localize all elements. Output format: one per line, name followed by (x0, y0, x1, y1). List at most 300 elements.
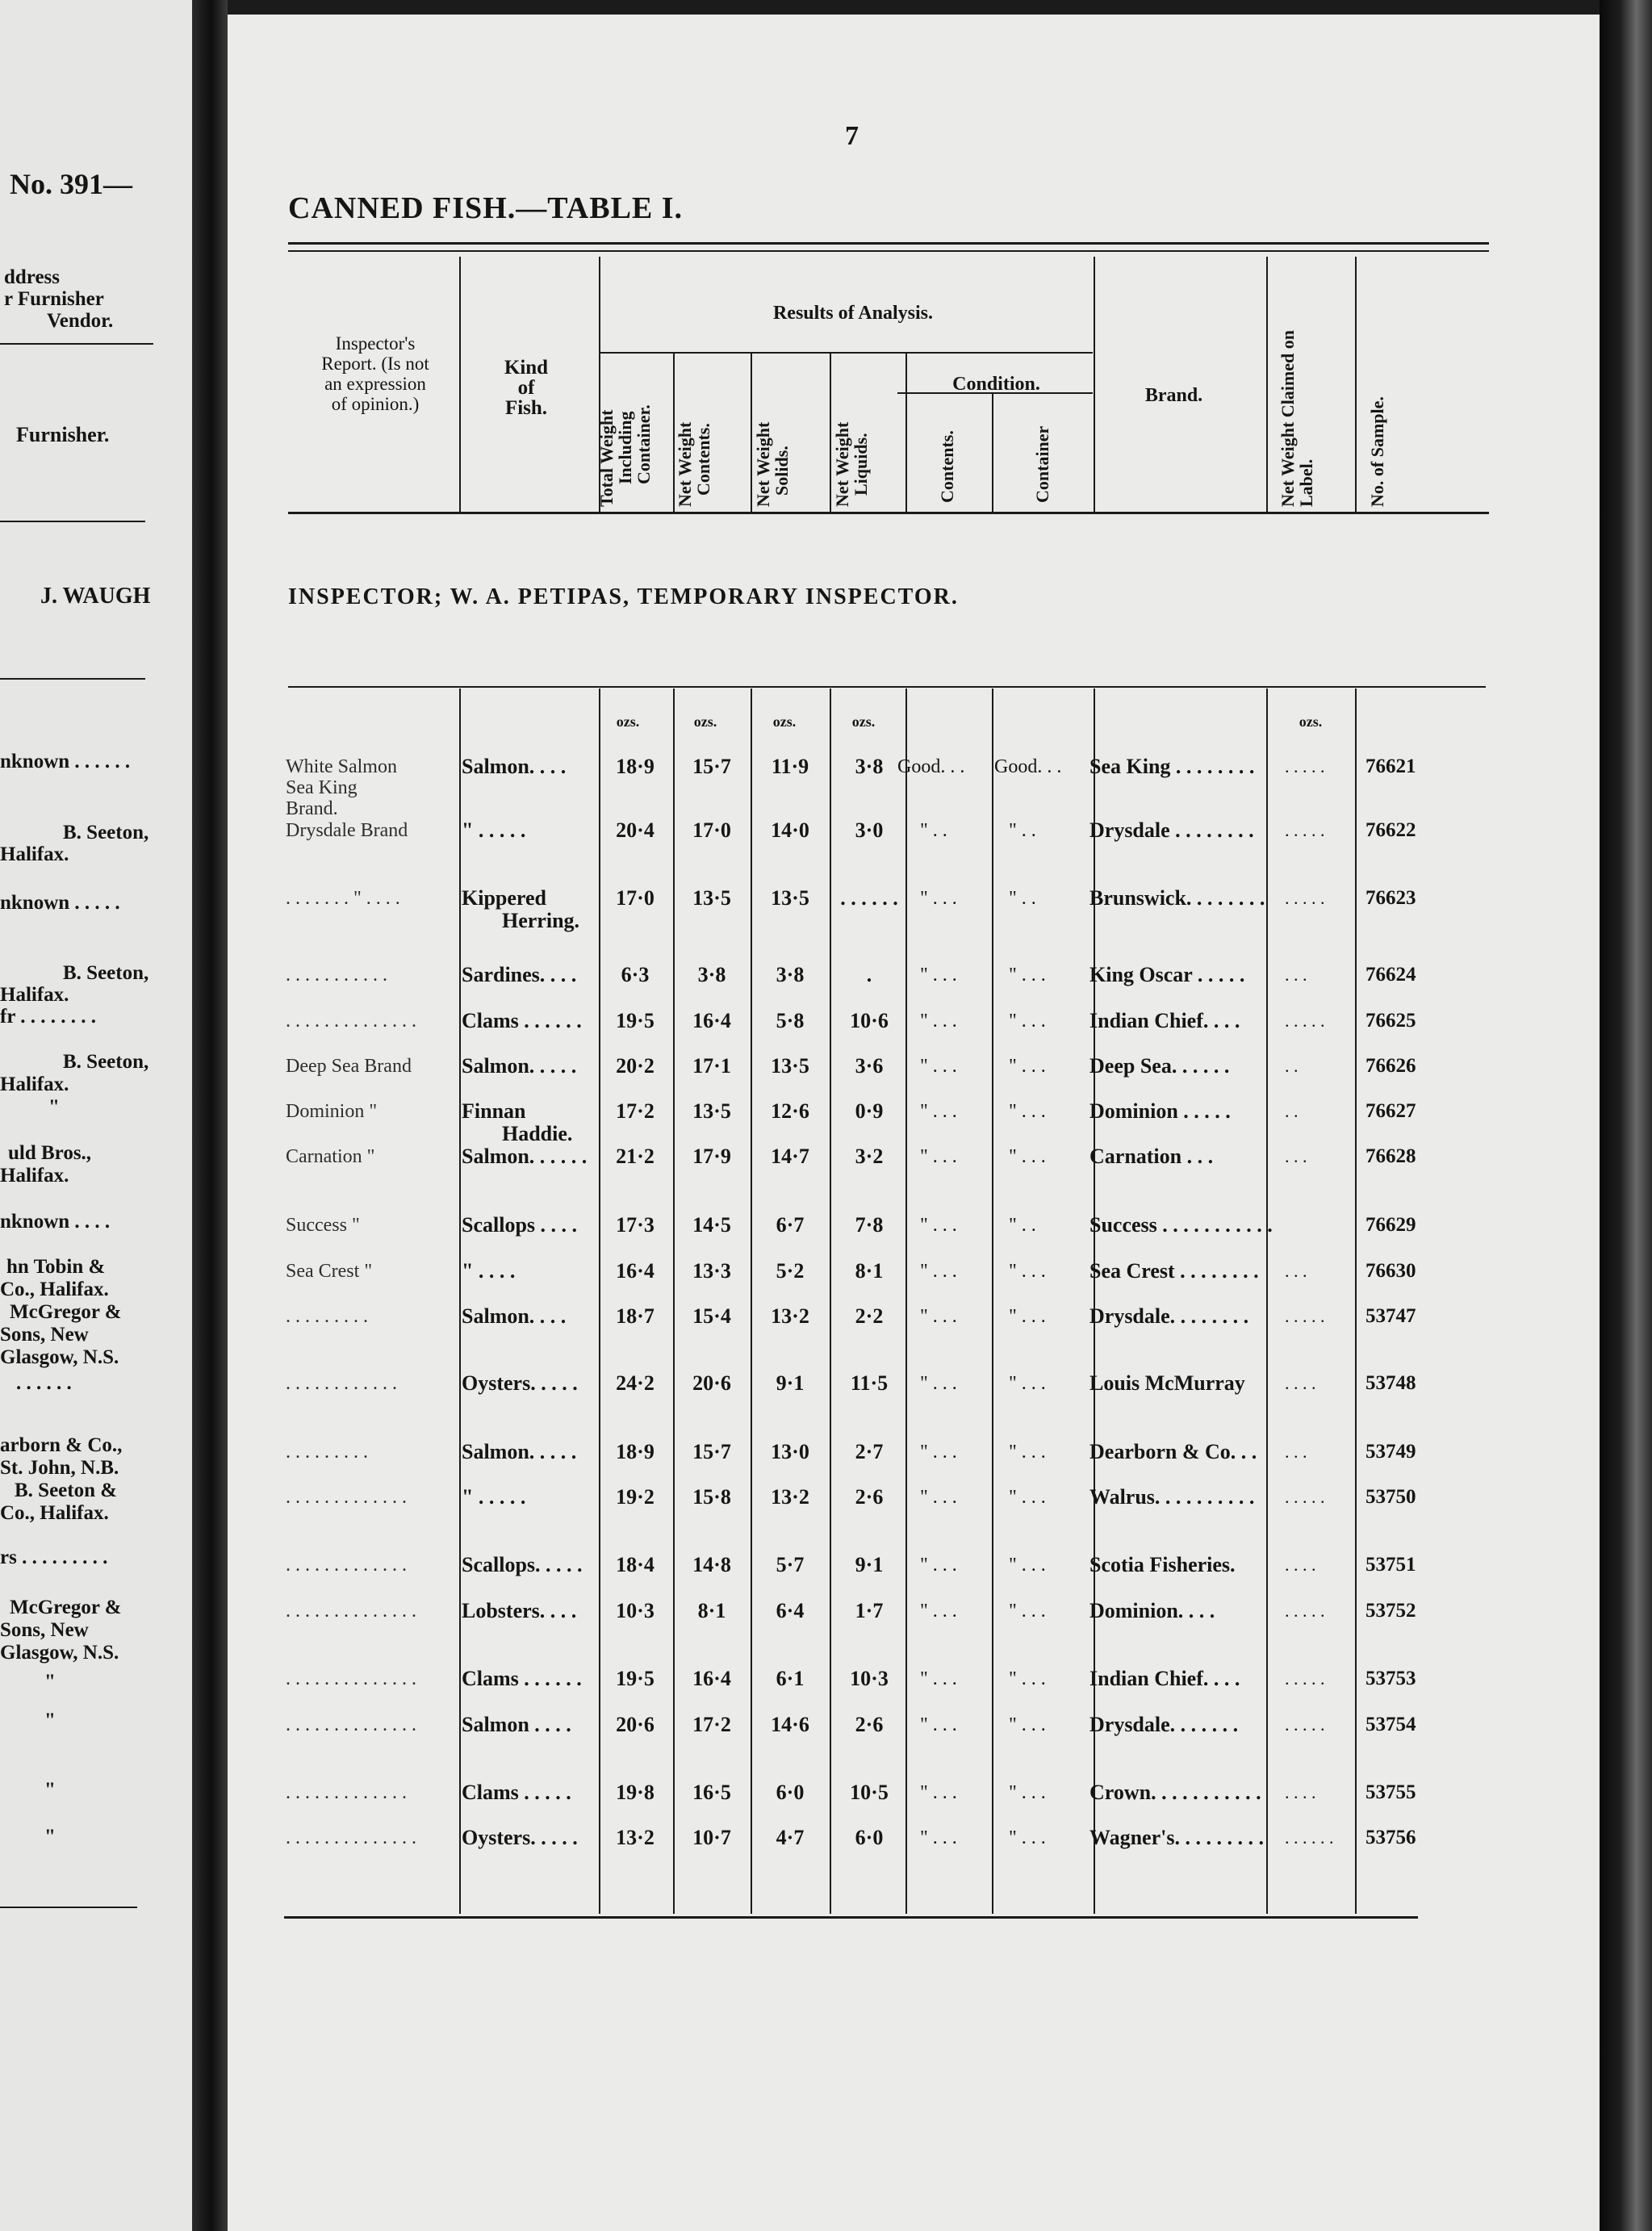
net-weight-solids-cell: 13·5 (771, 1054, 809, 1078)
condition-contents-cell: " . . . (920, 1714, 957, 1735)
net-weight-liquids-header (833, 422, 870, 507)
left-furnisher-label: Furnisher. (16, 423, 110, 446)
total-weight-cell: 13·2 (616, 1826, 655, 1849)
header-line: Net Weight Claimed on (1278, 330, 1298, 507)
net-weight-claimed-cell: . . . (1285, 1146, 1307, 1166)
inspector-report-cell: . . . . . . . . . (286, 1442, 368, 1463)
condition-container-cell: " . . . (1009, 1261, 1046, 1282)
header-line: Net Weight (675, 421, 695, 507)
container-header: Container (1032, 425, 1052, 503)
net-weight-contents-cell: 15·8 (692, 1485, 731, 1509)
total-weight-cell: 17·0 (616, 886, 655, 910)
header-line: Total Weight (596, 409, 617, 507)
column-rule (905, 689, 907, 1914)
sample-number-header: No. of Sample. (1367, 396, 1387, 507)
left-header-line: Vendor. (47, 310, 114, 332)
column-rule (751, 354, 752, 512)
brand-cell: Sea Crest . . . . . . . . (1089, 1259, 1259, 1283)
brand-cell: Indian Chief. . . . (1089, 1667, 1240, 1690)
sample-number-cell: 53752 (1366, 1600, 1416, 1622)
condition-contents-cell: " . . . (920, 1668, 957, 1689)
brand-cell: Crown. . . . . . . . . . . (1089, 1781, 1261, 1804)
net-weight-claimed-cell: . . . . (1285, 1373, 1316, 1393)
left-page-number-heading: No. 391— (10, 168, 132, 200)
inspector-report-cell: . . . . . . . . . . . . (286, 1373, 397, 1394)
left-entry-line: Halifax. (0, 984, 69, 1006)
brand-cell: Dominion. . . . (1089, 1599, 1215, 1622)
net-weight-liquids-cell: . (866, 963, 872, 986)
net-weight-liquids-cell: 11·5 (850, 1371, 889, 1395)
contents-header: Contents. (937, 430, 957, 503)
left-entry-line: rs . . . . . . . . . (0, 1547, 108, 1568)
brand-cell: Dearborn & Co. . . (1089, 1440, 1257, 1463)
net-weight-claimed-cell: . . . . (1285, 1555, 1316, 1575)
inspector-report-cell: . . . . . . . . . . . . . . (286, 1601, 416, 1622)
net-weight-contents-header (675, 422, 713, 507)
kind-of-fish-cell: " . . . . . (462, 818, 526, 842)
column-rule (751, 689, 752, 1914)
net-weight-claimed-cell: . . . . . (1285, 756, 1325, 776)
unit-label: ozs. (616, 714, 640, 730)
body-top-rule (288, 686, 1486, 688)
condition-container-cell: " . . (1009, 820, 1036, 841)
column-rule (599, 689, 600, 1914)
net-weight-claimed-cell: . . . . . (1285, 1714, 1325, 1735)
net-weight-contents-cell: 13·5 (692, 1099, 731, 1123)
sample-number-cell: 53750 (1366, 1486, 1416, 1508)
net-weight-contents-cell: 3·8 (697, 963, 726, 986)
table-bottom-rule (284, 1916, 1418, 1919)
column-rule (1355, 257, 1357, 512)
condition-contents-cell: " . . . (920, 1601, 957, 1622)
condition-contents-cell: " . . . (920, 1261, 957, 1282)
condition-container-cell: " . . . (1009, 1056, 1046, 1077)
condition-container-cell: " . . . (1009, 1555, 1046, 1576)
net-weight-liquids-cell: 10·6 (850, 1009, 889, 1032)
kind-of-fish-cell: Scallops . . . . (462, 1213, 578, 1237)
header-line: Net Weight (832, 421, 852, 507)
condition-contents-cell: " . . . (920, 1146, 957, 1167)
header-line: Fish. (504, 397, 548, 419)
net-weight-claimed-cell: . . . . (1285, 1782, 1316, 1802)
net-weight-claimed-cell: . . . (1285, 1261, 1307, 1281)
total-weight-cell: 18·9 (616, 755, 655, 778)
inspector-report-cell: . . . . . . . . . . . (286, 965, 387, 986)
net-weight-liquids-cell: 6·0 (855, 1826, 884, 1849)
inspector-report-cell: . . . . . . . . . (286, 1306, 368, 1327)
kind-of-fish-cell: Salmon. . . . (462, 755, 567, 778)
left-entry-line: Glasgow, N.S. (0, 1346, 119, 1368)
condition-contents-cell: " . . . (920, 1442, 957, 1463)
total-weight-cell: 20·2 (616, 1054, 655, 1078)
net-weight-claimed-cell: . . (1285, 1101, 1299, 1121)
total-weight-cell: 18·4 (616, 1553, 655, 1576)
sample-number-cell: 76623 (1366, 887, 1416, 909)
header-line: of (517, 377, 535, 399)
condition-contents-cell: " . . . (920, 1056, 957, 1077)
left-entry-line: Halifax. (0, 843, 69, 865)
net-weight-contents-cell: 16·5 (692, 1781, 731, 1804)
inspector-report-cell: Brand. (286, 798, 338, 819)
header-line: Report. (Is not (321, 354, 429, 374)
net-weight-solids-cell: 5·7 (776, 1553, 805, 1576)
net-weight-claimed-cell: . . . . . (1285, 1487, 1325, 1507)
brand-cell: Wagner's. . . . . . . . . (1089, 1826, 1264, 1849)
column-rule (1266, 257, 1268, 512)
sample-number-cell: 53756 (1366, 1827, 1416, 1848)
column-rule (1094, 257, 1095, 512)
brand-header: Brand. (1144, 385, 1203, 406)
kind-of-fish-cell: " . . . . (462, 1259, 516, 1283)
header-top-rule (288, 242, 1489, 245)
brand-cell: Brunswick. . . . . . . . (1089, 886, 1265, 910)
column-rule (830, 354, 831, 512)
condition-contents-cell: " . . . (920, 1101, 957, 1122)
brand-cell: Scotia Fisheries. (1089, 1553, 1236, 1576)
header-line: Including (615, 411, 635, 484)
sample-number-cell: 53751 (1366, 1554, 1416, 1576)
net-weight-liquids-cell: 3·2 (855, 1145, 884, 1168)
condition-container-cell: " . . . (1009, 1487, 1046, 1508)
total-weight-cell: 20·6 (616, 1713, 655, 1736)
net-weight-liquids-cell: 7·8 (855, 1213, 884, 1237)
kind-of-fish-cell: Oysters. . . . . (462, 1371, 578, 1395)
left-entry-line: " (44, 1826, 56, 1848)
condition-container-cell: " . . . (1009, 1827, 1046, 1848)
inspector-report-cell: Drysdale Brand (286, 820, 408, 841)
inspector-line: INSPECTOR; W. A. PETIPAS, TEMPORARY INSPECTOR. (288, 584, 959, 609)
condition-contents-cell: Good. . . (897, 756, 965, 777)
kind-of-fish-cell: Finnan (462, 1099, 526, 1123)
condition-container-cell: " . . . (1009, 1373, 1046, 1394)
inspector-report-cell: . . . . . . . . . . . . . . (286, 1827, 416, 1848)
left-entry-line: Sons, New (0, 1324, 89, 1346)
total-weight-cell: 21·2 (616, 1145, 655, 1168)
net-weight-solids-cell: 6·0 (776, 1781, 805, 1804)
sample-number-cell: 53755 (1366, 1781, 1416, 1803)
left-inspector-fragment: J. WAUGH (40, 584, 151, 609)
column-rule (830, 689, 831, 1914)
left-header-line: ddress (4, 266, 61, 288)
net-weight-contents-cell: 17·1 (692, 1054, 731, 1078)
inspector-report-cell: Dominion " (286, 1101, 378, 1122)
header-line: Solids. (772, 446, 792, 496)
condition-container-cell: " . . . (1009, 1146, 1046, 1167)
sample-number-cell: 76626 (1366, 1055, 1416, 1077)
net-weight-solids-header (754, 422, 791, 507)
net-weight-solids-cell: 6·4 (776, 1599, 805, 1622)
column-rule (992, 394, 993, 512)
condition-contents-cell: " . . . (920, 1555, 957, 1576)
left-entry-line: B. Seeton, (63, 822, 149, 843)
left-divider (0, 1907, 137, 1908)
page-number: 7 (845, 121, 859, 151)
brand-cell: Deep Sea. . . . . . (1089, 1054, 1230, 1078)
net-weight-contents-cell: 17·9 (692, 1145, 731, 1168)
net-weight-solids-cell: 5·8 (776, 1009, 805, 1032)
results-of-analysis-header: Results of Analysis. (772, 303, 934, 324)
header-line: Inspector's (335, 333, 416, 354)
header-line: Kind (504, 357, 549, 379)
inspector-report-cell: Deep Sea Brand (286, 1056, 412, 1077)
total-weight-cell: 19·5 (616, 1009, 655, 1032)
kind-of-fish-cell: Kippered (462, 886, 546, 910)
net-weight-contents-cell: 17·2 (692, 1713, 731, 1736)
condition-container-cell: " . . . (1009, 1668, 1046, 1689)
sample-number-cell: 53747 (1366, 1305, 1416, 1327)
left-entry-line: Co., Halifax. (0, 1279, 109, 1300)
sample-number-cell: 53754 (1366, 1714, 1416, 1735)
condition-contents-cell: " . . . (920, 1827, 957, 1848)
net-weight-claimed-cell: . . . . . (1285, 1601, 1325, 1621)
total-weight-header (597, 404, 653, 507)
sample-number-cell: 76624 (1366, 964, 1416, 986)
sample-number-cell: 76622 (1366, 819, 1416, 841)
left-entry-line: B. Seeton, (63, 962, 149, 984)
brand-cell: Drysdale . . . . . . . . (1089, 818, 1254, 842)
net-weight-solids-cell: 4·7 (776, 1826, 805, 1849)
unit-label: ozs. (851, 714, 876, 730)
sample-number-cell: 53748 (1366, 1372, 1416, 1394)
total-weight-cell: 10·3 (616, 1599, 655, 1622)
sample-number-cell: 53749 (1366, 1441, 1416, 1463)
net-weight-solids-cell: 3·8 (776, 963, 805, 986)
condition-contents-cell: " . . . (920, 1782, 957, 1803)
net-weight-solids-cell: 12·6 (771, 1099, 809, 1123)
condition-contents-cell: " . . . (920, 888, 957, 909)
left-entry-line: " (44, 1779, 56, 1801)
kind-of-fish-cell: Herring. (502, 909, 580, 932)
left-entry-line: Glasgow, N.S. (0, 1642, 119, 1664)
left-divider (0, 521, 145, 522)
header-line: Label. (1296, 458, 1316, 507)
kind-of-fish-cell: " . . . . . (462, 1485, 526, 1509)
kind-of-fish-cell: Salmon. . . . . . (462, 1145, 588, 1168)
net-weight-liquids-cell: 0·9 (855, 1099, 884, 1123)
inspector-report-cell: . . . . . . . " . . . . (286, 888, 400, 909)
total-weight-cell: 18·7 (616, 1304, 655, 1328)
condition-container-cell: " . . . (1009, 1714, 1046, 1735)
net-weight-liquids-cell: 2·7 (855, 1440, 884, 1463)
column-rule (1355, 689, 1357, 1914)
facing-page-fragment (0, 0, 198, 2231)
condition-contents-cell: " . . . (920, 1215, 957, 1236)
net-weight-contents-cell: 8·1 (697, 1599, 726, 1622)
inspector-report-cell: . . . . . . . . . . . . . (286, 1782, 407, 1803)
net-weight-liquids-cell: 10·5 (850, 1781, 889, 1804)
net-weight-solids-cell: 5·2 (776, 1259, 805, 1283)
net-weight-liquids-cell: 9·1 (855, 1553, 884, 1576)
net-weight-liquids-cell: 2·6 (855, 1485, 884, 1509)
inspector-report-cell: . . . . . . . . . . . . . . (286, 1011, 416, 1032)
inspector-report-cell: Success " (286, 1215, 360, 1236)
kind-of-fish-header (466, 358, 587, 418)
results-subhead-rule (600, 352, 1093, 354)
condition-container-cell: " . . . (1009, 1601, 1046, 1622)
total-weight-cell: 18·9 (616, 1440, 655, 1463)
left-entry-line: " (44, 1671, 56, 1693)
kind-of-fish-cell: Lobsters. . . . (462, 1599, 577, 1622)
left-entry-line: Co., Halifax. (0, 1502, 109, 1524)
net-weight-liquids-cell: 8·1 (855, 1259, 884, 1283)
header-line: Contents. (693, 423, 713, 496)
header-line: of opinion.) (331, 394, 420, 414)
net-weight-solids-cell: 9·1 (776, 1371, 805, 1395)
net-weight-claimed-cell: . . . . . (1285, 1306, 1325, 1326)
net-weight-contents-cell: 17·0 (692, 818, 731, 842)
net-weight-contents-cell: 14·8 (692, 1553, 731, 1576)
condition-container-cell: Good. . . (994, 756, 1062, 777)
inspector-report-cell: Sea King (286, 777, 358, 798)
main-page (228, 15, 1600, 2231)
condition-container-cell: " . . (1009, 1215, 1036, 1236)
brand-cell: Carnation . . . (1089, 1145, 1214, 1168)
total-weight-cell: 16·4 (616, 1259, 655, 1283)
sample-number-cell: 53753 (1366, 1668, 1416, 1689)
net-weight-liquids-cell: 3·6 (855, 1054, 884, 1078)
condition-contents-cell: " . . . (920, 1306, 957, 1327)
condition-header: Condition. (952, 374, 1040, 395)
left-entry-line: nknown . . . . (0, 1211, 111, 1233)
kind-of-fish-cell: Clams . . . . . . (462, 1009, 582, 1032)
total-weight-cell: 20·4 (616, 818, 655, 842)
net-weight-liquids-cell: 2·6 (855, 1713, 884, 1736)
kind-of-fish-cell: Oysters. . . . . (462, 1826, 578, 1849)
left-entry-line: fr . . . . . . . . (0, 1006, 96, 1028)
net-weight-solids-cell: 13·5 (771, 886, 809, 910)
kind-of-fish-cell: Clams . . . . . (462, 1781, 571, 1804)
left-entry-line: " (48, 1096, 60, 1118)
header-line: an expression (324, 374, 426, 394)
net-weight-claimed-cell: . . . . . (1285, 1668, 1325, 1689)
sample-number-cell: 76630 (1366, 1260, 1416, 1282)
left-entry-line: " (44, 1710, 56, 1731)
brand-cell: Walrus. . . . . . . . . . (1089, 1485, 1255, 1509)
left-entry-line: arborn & Co., (0, 1434, 123, 1456)
net-weight-solids-cell: 14·0 (771, 818, 809, 842)
condition-contents-cell: " . . . (920, 1011, 957, 1032)
left-entry-line: . . . . . . (16, 1372, 72, 1394)
left-entry-line: McGregor & (10, 1301, 122, 1323)
unit-label: ozs. (1299, 714, 1323, 730)
net-weight-claimed-cell: . . . . . (1285, 888, 1325, 908)
condition-contents-cell: " . . . (920, 1373, 957, 1394)
sample-number-cell: 76625 (1366, 1010, 1416, 1032)
left-entry-line: St. John, N.B. (0, 1457, 119, 1479)
condition-container-cell: " . . . (1009, 1782, 1046, 1803)
inspector-report-cell: Carnation " (286, 1146, 375, 1167)
page-edge-shadow (1600, 0, 1652, 2231)
net-weight-liquids-cell: 3·0 (855, 818, 884, 842)
net-weight-claimed-cell: . . (1285, 1056, 1299, 1076)
condition-container-cell: " . . . (1009, 965, 1046, 986)
inspector-report-cell: . . . . . . . . . . . . . (286, 1555, 407, 1576)
kind-of-fish-cell: Clams . . . . . . (462, 1667, 582, 1690)
net-weight-contents-cell: 16·4 (692, 1667, 731, 1690)
column-rule (673, 689, 675, 1914)
total-weight-cell: 6·3 (621, 963, 650, 986)
net-weight-contents-cell: 15·4 (692, 1304, 731, 1328)
brand-cell: Drysdale. . . . . . . . (1089, 1304, 1249, 1328)
brand-cell: Sea King . . . . . . . . (1089, 755, 1255, 778)
total-weight-cell: 19·2 (616, 1485, 655, 1509)
left-entry-line: B. Seeton, (63, 1051, 149, 1073)
net-weight-solids-cell: 13·2 (771, 1485, 809, 1509)
net-weight-solids-cell: 14·6 (771, 1713, 809, 1736)
net-weight-contents-cell: 16·4 (692, 1009, 731, 1032)
net-weight-solids-cell: 11·9 (771, 755, 809, 778)
condition-container-cell: " . . . (1009, 1442, 1046, 1463)
net-weight-liquids-cell: 1·7 (855, 1599, 884, 1622)
kind-of-fish-cell: Scallops. . . . . (462, 1553, 583, 1576)
net-weight-solids-cell: 6·1 (776, 1667, 805, 1690)
page-title: CANNED FISH.—TABLE I. (288, 191, 684, 225)
net-weight-contents-cell: 13·3 (692, 1259, 731, 1283)
net-weight-claimed-cell: . . . . . (1285, 820, 1325, 840)
net-weight-contents-cell: 13·5 (692, 886, 731, 910)
net-weight-liquids-cell: 2·2 (855, 1304, 884, 1328)
column-rule (459, 689, 461, 1914)
unit-label: ozs. (772, 714, 797, 730)
left-entry-line: McGregor & (10, 1597, 122, 1618)
brand-cell: Indian Chief. . . . (1089, 1009, 1240, 1032)
total-weight-cell: 17·2 (616, 1099, 655, 1123)
kind-of-fish-cell: Salmon. . . . . (462, 1054, 577, 1078)
column-rule (1266, 689, 1268, 1914)
sample-number-cell: 76621 (1366, 756, 1416, 777)
condition-container-cell: " . . (1009, 888, 1036, 909)
net-weight-solids-cell: 14·7 (771, 1145, 809, 1168)
total-weight-cell: 24·2 (616, 1371, 655, 1395)
left-entry-line: nknown . . . . . (0, 892, 120, 914)
sample-number-cell: 76629 (1366, 1214, 1416, 1236)
net-weight-contents-cell: 14·5 (692, 1213, 731, 1237)
net-weight-solids-cell: 13·0 (771, 1440, 809, 1463)
sample-number-cell: 76627 (1366, 1100, 1416, 1122)
left-entry-line: Halifax. (0, 1165, 69, 1187)
net-weight-liquids-cell: 10·3 (850, 1667, 889, 1690)
inspector-report-cell: White Salmon (286, 756, 397, 777)
left-divider (0, 678, 145, 680)
total-weight-cell: 19·5 (616, 1667, 655, 1690)
left-entry-line: B. Seeton & (15, 1480, 118, 1501)
net-weight-contents-cell: 15·7 (692, 1440, 731, 1463)
column-rule (992, 689, 993, 1914)
left-entry-line: hn Tobin & (6, 1256, 106, 1278)
net-weight-contents-cell: 20·6 (692, 1371, 731, 1395)
left-entry-line: Sons, New (0, 1619, 89, 1641)
total-weight-cell: 17·3 (616, 1213, 655, 1237)
net-weight-contents-cell: 15·7 (692, 755, 731, 778)
kind-of-fish-cell: Salmon. . . . (462, 1304, 567, 1328)
left-header-line: r Furnisher (4, 288, 104, 310)
condition-container-cell: " . . . (1009, 1306, 1046, 1327)
left-entry-line: Halifax. (0, 1074, 69, 1095)
inspector-report-cell: . . . . . . . . . . . . . (286, 1487, 407, 1508)
net-weight-solids-cell: 13·2 (771, 1304, 809, 1328)
sample-number-cell: 76628 (1366, 1145, 1416, 1167)
header-top-rule (288, 250, 1489, 252)
net-weight-contents-cell: 10·7 (692, 1826, 731, 1849)
net-weight-liquids-cell: 3·8 (855, 755, 884, 778)
left-entry-line: nknown . . . . . . (0, 751, 131, 772)
left-divider (0, 343, 153, 345)
left-entry-line: uld Bros., (8, 1142, 92, 1164)
brand-cell: Dominion . . . . . (1089, 1099, 1231, 1123)
book-gutter (192, 0, 228, 2231)
brand-cell: Drysdale. . . . . . . (1089, 1713, 1239, 1736)
unit-label: ozs. (693, 714, 717, 730)
